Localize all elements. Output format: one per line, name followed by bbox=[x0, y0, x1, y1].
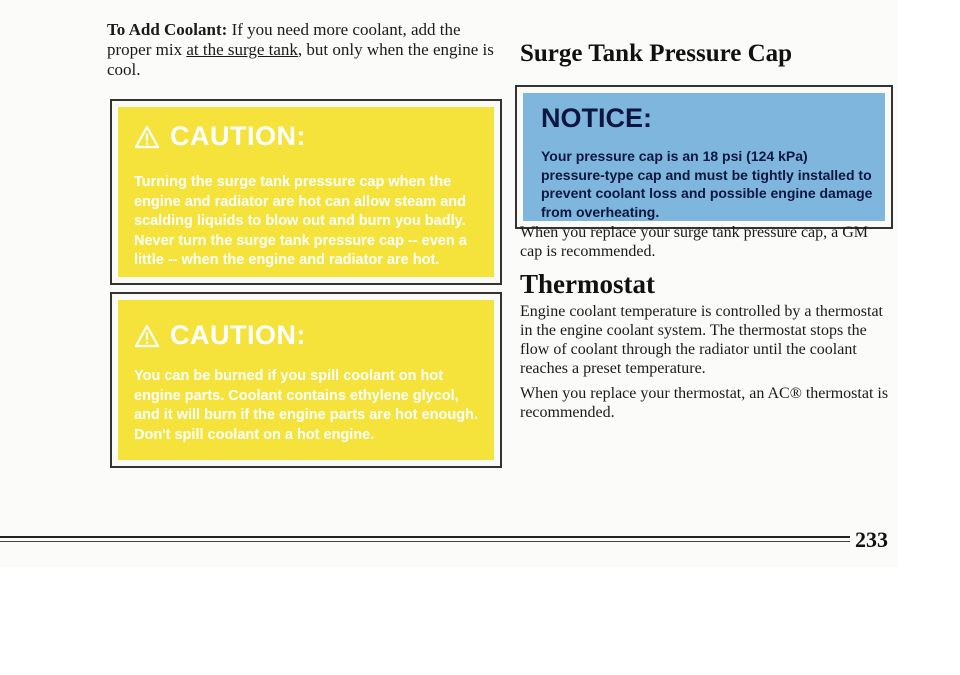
caution-text-2: You can be burned if you spill coolant on hot engine parts. Coolant contains ethylene glycol, and it will burn if the engine parts are hot enough. Don't spill coolant on a hot engine. bbox=[134, 368, 478, 443]
left-column bbox=[107, 20, 507, 443]
caution-panel-1 bbox=[118, 107, 494, 277]
intro-after: , but only when the engine is cool. bbox=[107, 40, 494, 79]
notice-panel bbox=[523, 93, 885, 221]
thermostat-title: Thermostat bbox=[520, 269, 655, 299]
replace-cap-text: When you replace your surge tank pressure cap, a GM cap is recommended. bbox=[520, 224, 869, 260]
surge-tank-title: Surge Tank Pressure Cap bbox=[520, 40, 793, 67]
warning-triangle-icon bbox=[134, 324, 160, 348]
caution-box-2 bbox=[110, 292, 502, 468]
notice-box bbox=[515, 85, 893, 229]
caution-label-1: CAUTION: bbox=[170, 121, 306, 151]
caution-heading-1 bbox=[134, 121, 306, 152]
caution-box-1 bbox=[110, 99, 502, 285]
footer-rule bbox=[0, 536, 850, 538]
caution-heading-2 bbox=[134, 320, 306, 351]
warning-triangle-icon bbox=[134, 125, 160, 149]
notice-heading: NOTICE: bbox=[541, 103, 652, 133]
caution-panel-2 bbox=[118, 300, 494, 460]
thermostat-paragraph-1: Engine coolant temperature is controlled by a thermostat in the engine coolant system. The thermostat stops the flow of coolant through the radiator until the coolant reaches a preset temperature. bbox=[520, 303, 883, 377]
intro-before: If you need more coolant, add the proper mix bbox=[107, 20, 461, 59]
page-number: 233 bbox=[855, 527, 888, 552]
caution-text-1: Turning the surge tank pressure cap when the engine and radiator are hot can allow steam and scalding liquids to blow out and burn you badly. Never turn the surge tank pressure cap -- even a little -- when the engine and radiator are hot. bbox=[134, 174, 467, 268]
caution-label-2: CAUTION: bbox=[170, 320, 306, 350]
notice-text: Your pressure cap is an 18 psi (124 kPa) pressure-type cap and must be tightly installed to prevent coolant loss and possible engine damage from overheating. bbox=[541, 148, 873, 220]
footer-rule-thin bbox=[0, 541, 850, 542]
thermostat-paragraph-2: When you replace your thermostat, an AC® thermostat is recommended. bbox=[520, 385, 889, 421]
intro-lead: To Add Coolant: bbox=[107, 20, 228, 39]
add-coolant-intro bbox=[107, 20, 507, 80]
intro-link: at the surge tank bbox=[186, 40, 298, 59]
